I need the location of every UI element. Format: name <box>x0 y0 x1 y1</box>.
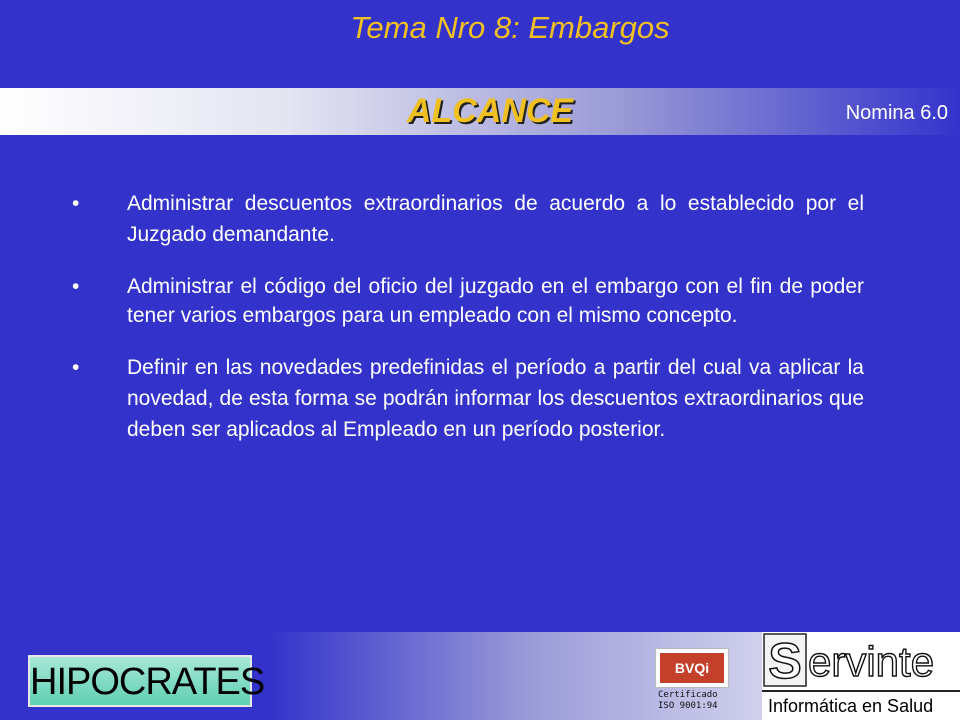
servinte-logo <box>762 632 960 688</box>
bvqi-logo-text: BVQi <box>660 653 724 683</box>
bullet-icon: • <box>72 356 80 379</box>
slide-title: Tema Nro 8: Embargos <box>350 10 670 45</box>
certification-text <box>658 690 718 712</box>
bullet-item <box>72 188 864 250</box>
servinte-logo-panel <box>762 632 960 720</box>
bullet-text: Administrar descuentos extraordinarios de acuerdo a lo establecido por el Juzgado demandante. <box>127 192 864 246</box>
hipocrates-logo-text: HIPOCRATES <box>30 661 265 703</box>
servinte-tagline: Informática en Salud <box>768 696 934 716</box>
svg-text:S: S <box>768 633 802 688</box>
servinte-logo-text: ervinte <box>808 638 935 685</box>
servinte-divider <box>762 690 960 692</box>
bullet-item <box>72 272 864 330</box>
bullet-icon: • <box>72 275 80 298</box>
bullet-list <box>72 188 864 467</box>
certification-line: ISO 9001:94 <box>658 701 718 711</box>
bvqi-logo <box>655 648 729 688</box>
certification-line: Certificado <box>658 690 718 700</box>
bullet-text: Definir en las novedades predefinidas el período a partir del cual va aplicar la novedad, de esta forma se podrán informar los descuentos extraordinarios que deben ser aplicados al Empleado en un período posterior. <box>127 356 864 441</box>
bullet-text: Administrar el código del oficio del juzgado en el embargo con el fin de poder tener varios embargos para un empleado con el mismo concepto. <box>127 275 864 327</box>
section-subtitle: ALCANCE <box>406 92 574 130</box>
version-label: Nomina 6.0 <box>845 102 948 124</box>
hipocrates-logo <box>28 655 265 707</box>
bullet-icon: • <box>72 192 80 215</box>
bullet-item <box>72 352 864 445</box>
